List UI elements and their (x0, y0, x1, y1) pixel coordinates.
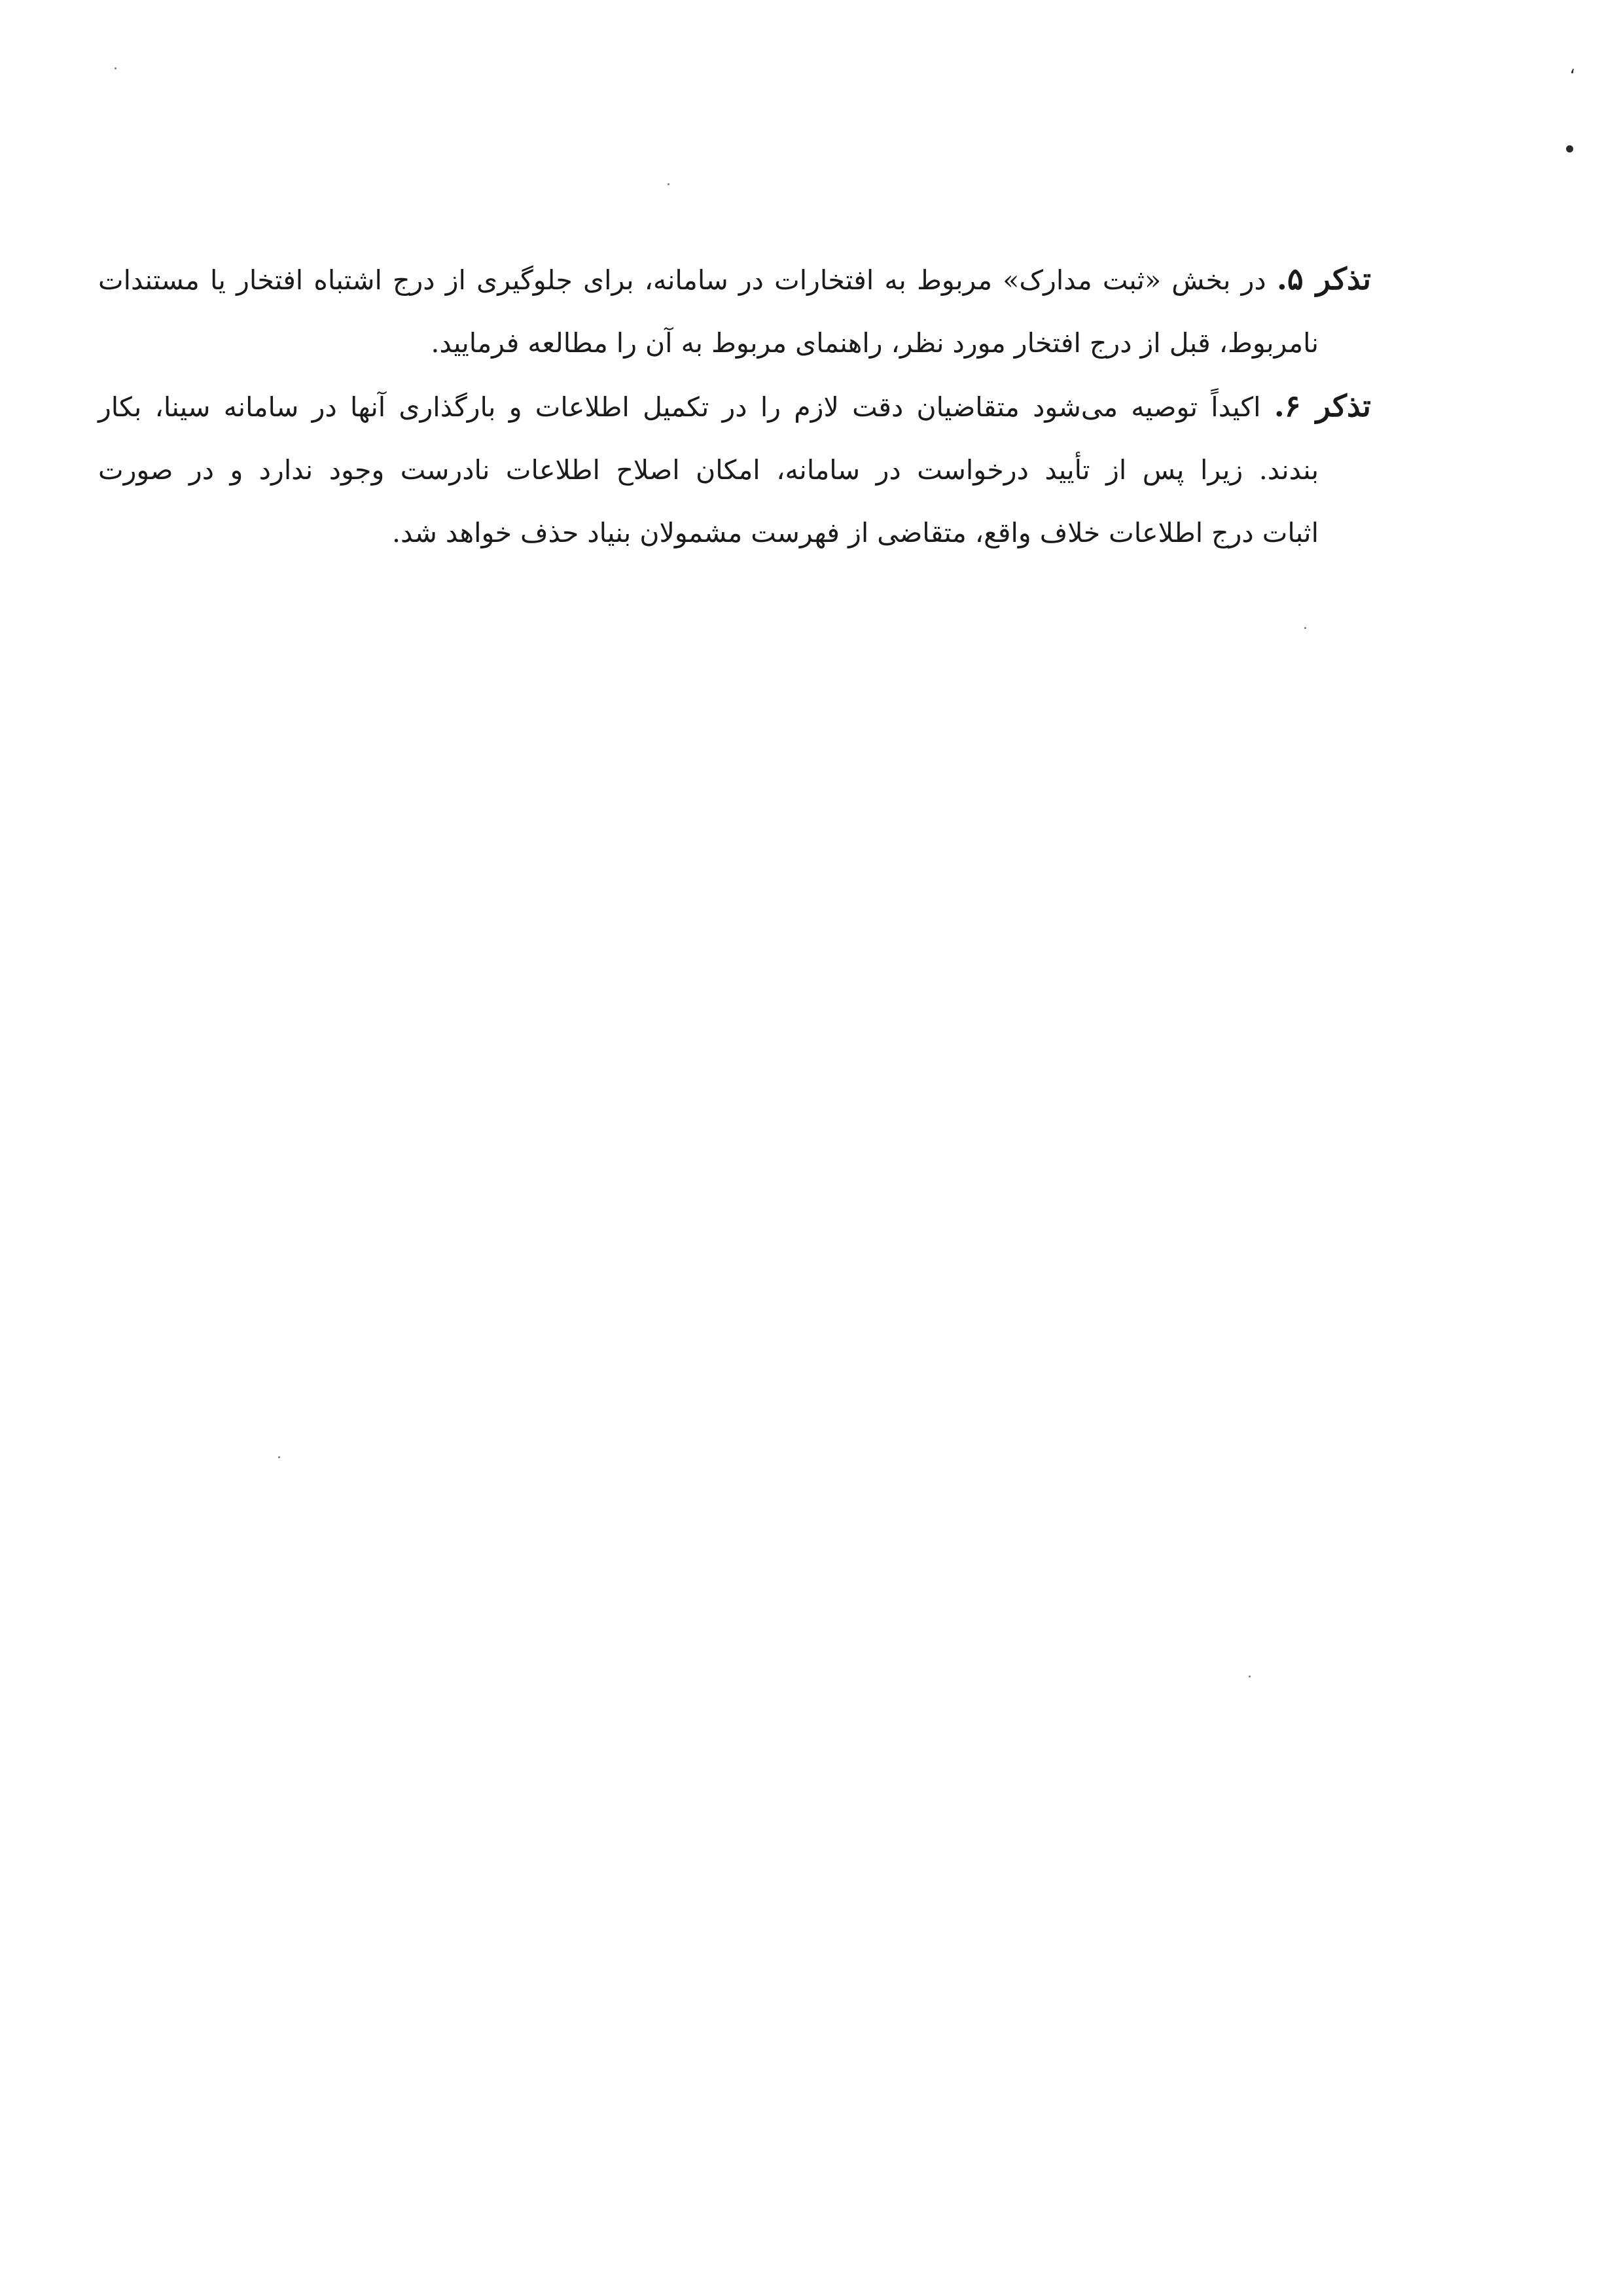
scan-speck (278, 1456, 280, 1458)
corner-mark: ، (1569, 56, 1576, 78)
note-6-line-1 (98, 374, 1371, 439)
note-6-line-3: اثبات درج اطلاعات خلاف واقع، متقاضی از فهرست مشمولان بنیاد حذف خواهد شد. (391, 517, 1319, 548)
note-6-text: اکیداً توصیه می‌شود متقاضیان دقت لازم را در تکمیل اطلاعات و بارگذاری آنها در سامانه سینا، بکار (98, 391, 1261, 423)
note-5-heading: تذکر ۵. (1276, 261, 1371, 296)
notes-section (98, 247, 1371, 564)
note-6-heading: تذکر ۶. (1274, 388, 1371, 423)
note-5-line-1 (98, 247, 1371, 312)
note-5-text: در بخش «ثبت مدارک» مربوط به افتخارات در سامانه، برای جلوگیری از درج اشتباه افتخار یا مستندات (98, 264, 1266, 296)
scan-speck (668, 183, 669, 185)
note-5 (98, 247, 1371, 374)
scan-speck (1249, 1676, 1251, 1677)
scan-speck (115, 67, 116, 69)
note-6-line-2: بندند. زیرا پس از تأیید درخواست در سامانه، امکان اصلاح اطلاعات نادرست وجود ندارد و در صورت (98, 454, 1319, 486)
scan-dot (1566, 145, 1573, 152)
scan-speck (1304, 627, 1306, 629)
note-6 (98, 374, 1371, 564)
note-5-line-2: نامربوط، قبل از درج افتخار مورد نظر، راهنمای مربوط به آن را مطالعه فرمایید. (431, 327, 1319, 359)
